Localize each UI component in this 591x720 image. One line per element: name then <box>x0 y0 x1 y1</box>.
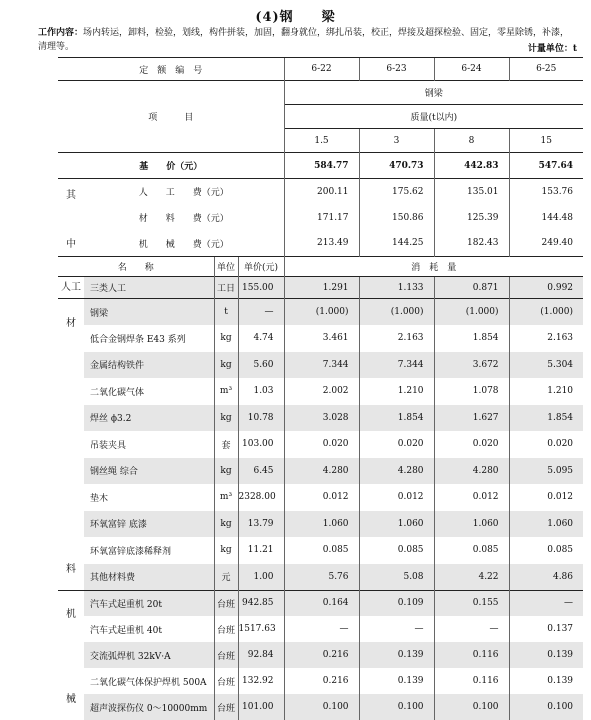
labor-side-label: 人工 <box>58 277 84 299</box>
item-consumption: (1.000) <box>509 299 583 326</box>
item-consumption: 1.210 <box>359 378 434 405</box>
item-consumption: 3.028 <box>284 405 359 432</box>
machines-row <box>58 694 583 720</box>
cost-side-top: 其 <box>58 186 84 201</box>
item-consumption: — <box>434 616 509 642</box>
item-price: 101.00 <box>238 694 284 720</box>
cost-row <box>58 205 583 231</box>
materials-row <box>58 299 583 326</box>
item-name: 焊丝 ϕ3.2 <box>84 405 214 432</box>
item-name: 钢丝绳 综合 <box>84 458 214 485</box>
item-unit: kg <box>214 511 238 538</box>
materials-row <box>58 378 583 405</box>
item-name: 汽车式起重机 40t <box>84 616 214 642</box>
item-price: 6.45 <box>238 458 284 485</box>
item-name: 交流弧焊机 32kV·A <box>84 642 214 668</box>
item-name: 环氧富锌 底漆 <box>84 511 214 538</box>
cost-side-label <box>58 179 84 257</box>
col-price-header: 单价(元) <box>238 257 284 277</box>
mass-value: 3 <box>359 129 434 153</box>
item-consumption: 0.012 <box>359 484 434 511</box>
item-consumption: 5.08 <box>359 564 434 591</box>
item-unit: kg <box>214 325 238 352</box>
item-price: 1517.63 <box>238 616 284 642</box>
cost-label: 机 械 费（元） <box>84 231 284 257</box>
materials-row <box>58 511 583 538</box>
cost-value: 249.40 <box>509 231 583 257</box>
item-price: 942.85 <box>238 590 284 616</box>
col-unit-header: 单位 <box>214 257 238 277</box>
item-consumption: 0.164 <box>284 590 359 616</box>
cost-value: 175.62 <box>359 179 434 205</box>
item-unit: 台班 <box>214 642 238 668</box>
measurement-unit: 计量单位：t <box>528 41 577 54</box>
materials-row <box>58 352 583 379</box>
col-name-header: 名 称 <box>58 257 214 277</box>
item-consumption: 0.100 <box>284 694 359 720</box>
cost-row <box>58 179 583 205</box>
item-consumption: 0.020 <box>359 431 434 458</box>
item-name: 其他材料费 <box>84 564 214 591</box>
cost-value: 125.39 <box>434 205 509 231</box>
item-name: 三类人工 <box>84 277 214 299</box>
cost-value: 135.01 <box>434 179 509 205</box>
cost-value: 200.11 <box>284 179 359 205</box>
item-consumption: 1.060 <box>284 511 359 538</box>
col-consumption-header: 消 耗 量 <box>284 257 583 277</box>
item-consumption: 0.100 <box>509 694 583 720</box>
item-name: 二氧化碳气体保护焊机 500A <box>84 668 214 694</box>
machines-row <box>58 668 583 694</box>
item-name: 金属结构铁件 <box>84 352 214 379</box>
materials-row <box>58 564 583 591</box>
item-consumption: 1.854 <box>509 405 583 432</box>
item-consumption: 1.854 <box>359 405 434 432</box>
item-consumption: — <box>359 616 434 642</box>
column-header-row <box>58 257 583 277</box>
item-consumption: 1.078 <box>434 378 509 405</box>
item-consumption: 3.461 <box>284 325 359 352</box>
item-price: 5.60 <box>238 352 284 379</box>
item-consumption: (1.000) <box>284 299 359 326</box>
item-consumption: 4.86 <box>509 564 583 591</box>
item-consumption: 1.210 <box>509 378 583 405</box>
item-consumption: 0.085 <box>509 537 583 564</box>
item-consumption: 2.163 <box>359 325 434 352</box>
quota-code: 6-23 <box>359 58 434 81</box>
cost-value: 213.49 <box>284 231 359 257</box>
mass-value: 8 <box>434 129 509 153</box>
item-unit: 台班 <box>214 590 238 616</box>
item-price: 2328.00 <box>238 484 284 511</box>
materials-side-bottom: 料 <box>58 560 84 575</box>
materials-row <box>58 484 583 511</box>
item-name: 汽车式起重机 20t <box>84 590 214 616</box>
item-unit: 台班 <box>214 694 238 720</box>
materials-side-label <box>58 299 84 591</box>
item-consumption: (1.000) <box>359 299 434 326</box>
header-row-codes <box>58 58 583 81</box>
base-price-value: 442.83 <box>434 153 509 179</box>
item-price: 13.79 <box>238 511 284 538</box>
item-consumption: — <box>509 590 583 616</box>
item-consumption: 4.280 <box>434 458 509 485</box>
materials-row <box>58 325 583 352</box>
item-consumption: 1.133 <box>359 277 434 299</box>
header-row-category <box>58 81 583 105</box>
item-consumption: 4.22 <box>434 564 509 591</box>
item-price: 132.92 <box>238 668 284 694</box>
item-name: 钢梁 <box>84 299 214 326</box>
mass-label: 质量(t以内) <box>284 105 583 129</box>
item-consumption: 0.012 <box>509 484 583 511</box>
materials-row <box>58 537 583 564</box>
item-name: 二氧化碳气体 <box>84 378 214 405</box>
item-consumption: 7.344 <box>359 352 434 379</box>
quota-no-label: 定 额 编 号 <box>58 58 284 81</box>
labor-row <box>58 277 583 299</box>
item-consumption: 0.100 <box>359 694 434 720</box>
item-consumption: 0.139 <box>509 668 583 694</box>
quota-table-body <box>58 58 583 720</box>
item-unit: 工日 <box>214 277 238 299</box>
item-consumption: 1.854 <box>434 325 509 352</box>
item-price: 10.78 <box>238 405 284 432</box>
mass-value: 1.5 <box>284 129 359 153</box>
item-consumption: 0.139 <box>509 642 583 668</box>
cost-value: 182.43 <box>434 231 509 257</box>
item-consumption: 0.137 <box>509 616 583 642</box>
item-consumption: 0.100 <box>434 694 509 720</box>
item-price: 1.00 <box>238 564 284 591</box>
item-unit: kg <box>214 352 238 379</box>
item-consumption: 1.291 <box>284 277 359 299</box>
item-unit: kg <box>214 537 238 564</box>
item-consumption: 5.76 <box>284 564 359 591</box>
item-label: 项 目 <box>58 81 284 153</box>
item-consumption: 0.155 <box>434 590 509 616</box>
item-consumption: 1.627 <box>434 405 509 432</box>
item-price: 103.00 <box>238 431 284 458</box>
base-price-value: 584.77 <box>284 153 359 179</box>
materials-row <box>58 458 583 485</box>
cost-value: 144.48 <box>509 205 583 231</box>
quota-code: 6-22 <box>284 58 359 81</box>
item-unit: 元 <box>214 564 238 591</box>
item-consumption: 0.020 <box>509 431 583 458</box>
item-consumption: 3.672 <box>434 352 509 379</box>
cost-value: 171.17 <box>284 205 359 231</box>
cost-value: 150.86 <box>359 205 434 231</box>
item-consumption: 0.085 <box>284 537 359 564</box>
item-consumption: 0.992 <box>509 277 583 299</box>
machines-row <box>58 616 583 642</box>
item-consumption: 0.020 <box>284 431 359 458</box>
item-consumption: 1.060 <box>509 511 583 538</box>
item-consumption: 0.116 <box>434 642 509 668</box>
cost-value: 153.76 <box>509 179 583 205</box>
item-price: 11.21 <box>238 537 284 564</box>
work-content <box>38 26 578 54</box>
item-consumption: 0.012 <box>284 484 359 511</box>
item-consumption: 0.216 <box>284 642 359 668</box>
item-consumption: 0.871 <box>434 277 509 299</box>
item-consumption: — <box>284 616 359 642</box>
item-consumption: 4.280 <box>284 458 359 485</box>
item-consumption: 2.002 <box>284 378 359 405</box>
item-consumption: 1.060 <box>359 511 434 538</box>
item-consumption: 5.304 <box>509 352 583 379</box>
item-unit: m³ <box>214 378 238 405</box>
machines-side-label <box>58 590 84 720</box>
item-consumption: 7.344 <box>284 352 359 379</box>
work-content-text: 场内转运，卸料，检验，划线，构件拼装，加固，翻身就位，绑扎吊装，校正，焊接及超探检验、固定，零星除锈，补漆，清理等。 <box>38 28 569 52</box>
base-price-row <box>58 153 583 179</box>
category-label: 钢梁 <box>284 81 583 105</box>
item-consumption: 0.116 <box>434 668 509 694</box>
item-name: 超声波探伤仪 0～10000mm <box>84 694 214 720</box>
item-unit: t <box>214 299 238 326</box>
item-consumption: 0.020 <box>434 431 509 458</box>
item-price: 4.74 <box>238 325 284 352</box>
cost-side-bottom: 中 <box>58 235 84 250</box>
item-consumption: 0.012 <box>434 484 509 511</box>
item-consumption: 0.085 <box>359 537 434 564</box>
cost-label: 人 工 费（元） <box>84 179 284 205</box>
item-name: 垫木 <box>84 484 214 511</box>
item-price: 92.84 <box>238 642 284 668</box>
cost-label: 材 料 费（元） <box>84 205 284 231</box>
item-consumption: (1.000) <box>434 299 509 326</box>
item-unit: 台班 <box>214 616 238 642</box>
machines-row <box>58 590 583 616</box>
item-unit: kg <box>214 458 238 485</box>
item-consumption: 1.060 <box>434 511 509 538</box>
materials-row <box>58 405 583 432</box>
item-consumption: 0.139 <box>359 642 434 668</box>
machines-row <box>58 642 583 668</box>
item-consumption: 4.280 <box>359 458 434 485</box>
quota-code: 6-25 <box>509 58 583 81</box>
item-price: — <box>238 299 284 326</box>
page-title: (4)钢 梁 <box>0 6 591 25</box>
item-name: 环氧富锌底漆稀释剂 <box>84 537 214 564</box>
item-unit: kg <box>214 405 238 432</box>
item-consumption: 0.109 <box>359 590 434 616</box>
item-price: 1.03 <box>238 378 284 405</box>
item-consumption: 0.085 <box>434 537 509 564</box>
machines-side-top: 机 <box>58 605 84 620</box>
mass-value: 15 <box>509 129 583 153</box>
item-consumption: 2.163 <box>509 325 583 352</box>
base-price-value: 547.64 <box>509 153 583 179</box>
quota-table <box>58 57 583 720</box>
base-price-value: 470.73 <box>359 153 434 179</box>
item-price: 155.00 <box>238 277 284 299</box>
cost-value: 144.25 <box>359 231 434 257</box>
materials-side-top: 材 <box>58 314 84 329</box>
item-consumption: 0.139 <box>359 668 434 694</box>
item-name: 低合金钢焊条 E43 系列 <box>84 325 214 352</box>
item-consumption: 5.095 <box>509 458 583 485</box>
base-price-label: 基 价（元） <box>58 153 284 179</box>
item-unit: 台班 <box>214 668 238 694</box>
cost-row <box>58 231 583 257</box>
work-content-label: 工作内容： <box>38 28 83 38</box>
quota-code: 6-24 <box>434 58 509 81</box>
item-consumption: 0.216 <box>284 668 359 694</box>
item-name: 吊装夹具 <box>84 431 214 458</box>
machines-side-bottom: 械 <box>58 690 84 705</box>
item-unit: 套 <box>214 431 238 458</box>
item-unit: m³ <box>214 484 238 511</box>
materials-row <box>58 431 583 458</box>
